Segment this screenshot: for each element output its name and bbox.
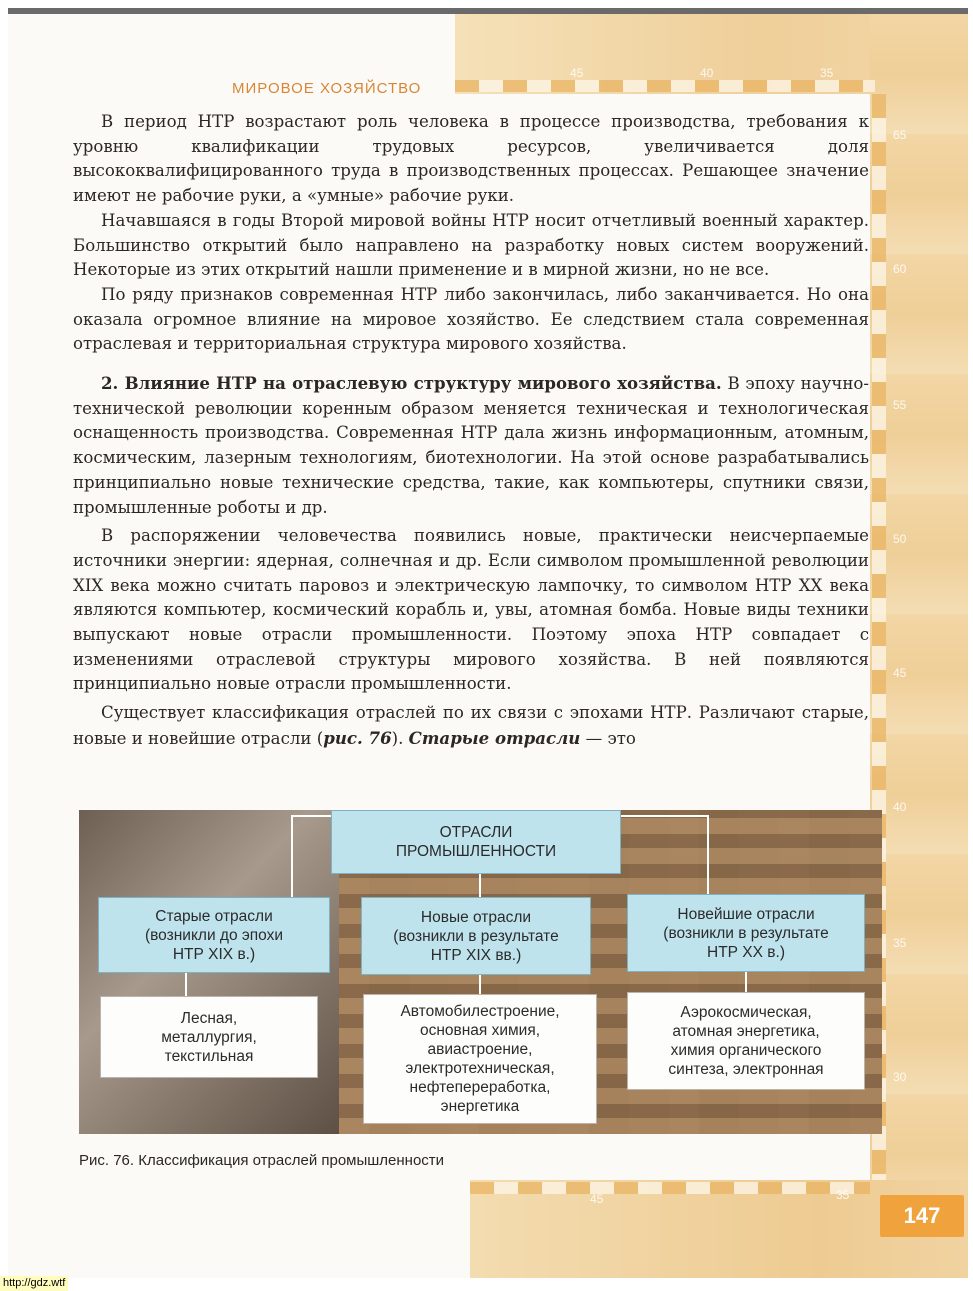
text-span: Существует классификация отраслей по их связи с эпохами НТР. Различают старые, новые и новейшие отрасли ( — [73, 703, 869, 748]
connector-line — [291, 815, 293, 897]
term: Старые отрасли — [408, 727, 581, 748]
connector-line — [479, 874, 481, 898]
connector-line — [745, 970, 747, 992]
new-industries-title: (возникли в результате — [393, 927, 559, 945]
map-border-top — [455, 80, 875, 92]
watermark-link[interactable]: http://gdz.wtf — [0, 1276, 68, 1291]
page-number: 147 — [880, 1195, 964, 1237]
industry-item: основная химия, — [419, 1022, 541, 1039]
industry-item: энергетика — [440, 1098, 520, 1115]
new-industries-box — [361, 897, 591, 975]
paragraph: По ряду признаков современная НТР либо закончилась, либо заканчивается. Но она оказала огромное влияние на мировое хозяйство. Ее следствием стала современная отраслевая и территориальная структура мирового хозяйства. — [73, 284, 869, 354]
newest-industries-title: НТР XX в.) — [707, 943, 785, 961]
map-border-bottom — [470, 1182, 870, 1194]
old-industries-title: Старые отрасли — [155, 907, 273, 925]
industry-item: Автомобилестроение, — [400, 1003, 560, 1020]
figure-76 — [79, 810, 882, 1134]
map-degree-label: 35 — [893, 936, 907, 950]
map-degree-label: 55 — [893, 398, 907, 412]
newest-industries-list — [627, 992, 865, 1090]
connector-line — [707, 815, 709, 897]
new-industries-title: Новые отрасли — [420, 908, 532, 926]
section-title: 2. Влияние НТР на отраслевую структуру мирового хозяйства. — [101, 373, 722, 394]
map-degree-label: 45 — [893, 666, 907, 680]
map-degree-label: 45 — [570, 66, 584, 80]
industry-item: металлургия, — [161, 1028, 257, 1046]
newest-industries-title: (возникли в результате — [663, 924, 829, 942]
map-degree-label: 35 — [820, 66, 834, 80]
industry-item: Лесная, — [180, 1009, 238, 1027]
old-industries-title: (возникли до эпохи — [144, 926, 284, 944]
section-text: В эпоху научно-технической революции коренным образом меняется техническая и технологическая оснащенность производства. Современная НТР дала жизнь информационным, атомным, космическим, лазерным технологиям, биотехнологии. На этой основе разрабатывались принципиально новые технические средства, такие, как компьютеры, спутники связи, промышленные роботы и др. — [73, 374, 870, 517]
diagram-root-line: ПРОМЫШЛЕННОСТИ — [395, 843, 557, 860]
new-industries-list — [363, 994, 597, 1124]
connector-line — [619, 815, 709, 817]
running-header: МИРОВОЕ ХОЗЯЙСТВО — [232, 80, 422, 97]
diagram-root-line: ОТРАСЛИ — [439, 824, 513, 841]
newest-industries-title: Новейшие отрасли — [677, 905, 815, 923]
connector-line — [185, 972, 187, 996]
map-degree-label: 45 — [590, 1192, 604, 1206]
industry-item: синтеза, электронная — [668, 1061, 824, 1078]
paragraph: Начавшаяся в годы Второй мировой войны НТР носит отчетливый военный характер. Большинство открытий было направлено на разработку новых систем вооружений. Некоторые из этих открытий нашли применение и в мирной жизни, но не все. — [73, 210, 869, 280]
paragraph — [73, 701, 869, 751]
new-industries-title: НТР XIX вв.) — [430, 946, 522, 964]
industry-item: атомная энергетика, — [672, 1023, 820, 1040]
industry-item: химия органического — [670, 1042, 822, 1059]
industry-item: Аэрокосмическая, — [680, 1004, 812, 1021]
connector-line — [291, 815, 331, 817]
old-industries-box — [98, 897, 330, 973]
map-degree-label: 65 — [893, 128, 907, 142]
industry-item: электротехническая, — [405, 1060, 555, 1077]
connector-line — [479, 974, 481, 994]
body-text — [73, 110, 869, 752]
industry-item: авиастроение, — [427, 1041, 533, 1058]
old-industries-title: НТР XIX в.) — [172, 945, 256, 963]
industry-item: нефтепереработка, — [409, 1079, 551, 1096]
map-degree-label: 60 — [893, 262, 907, 276]
text-span: ). — [391, 728, 409, 748]
map-degree-label: 30 — [893, 1070, 907, 1084]
map-degree-label: 50 — [893, 532, 907, 546]
paragraph: В распоряжении человечества появились новые, практически неисчерпаемые источники энергии: ядерная, солнечная и др. Если символом промышленной революции XIX века можно считать паровоз и электрическую лампочку, то символом НТР XX века являются компьютер, космический корабль и, увы, атомная бомба. Новые виды техники выпускают новые отрасли промышленности. Поэтому эпоха НТР совпадает с изменениями отраслевой структуры мирового хозяйства. В ней появляются принципиально новые отрасли промышленности. — [73, 526, 869, 694]
diagram-root-box — [331, 810, 621, 874]
figure-caption: Рис. 76. Классификация отраслей промышленности — [79, 1152, 445, 1169]
figure-reference: рис. 76 — [323, 727, 392, 748]
old-industries-list — [100, 996, 318, 1078]
paragraph-section-2 — [73, 371, 869, 520]
text-span: — это — [580, 728, 636, 748]
map-degree-label: 40 — [700, 66, 714, 80]
map-degree-label: 40 — [893, 800, 907, 814]
map-degree-label: 35 — [836, 1188, 850, 1202]
newest-industries-box — [627, 894, 865, 972]
industry-item: текстильная — [164, 1047, 254, 1065]
paragraph: В период НТР возрастают роль человека в процессе производства, требования к уровню квалификации трудовых ресурсов, увеличивается доля высококвалифицированного труда в производственных процессах. Решающее значение имеют не рабочие руки, а «умные» рабочие руки. — [73, 112, 869, 206]
